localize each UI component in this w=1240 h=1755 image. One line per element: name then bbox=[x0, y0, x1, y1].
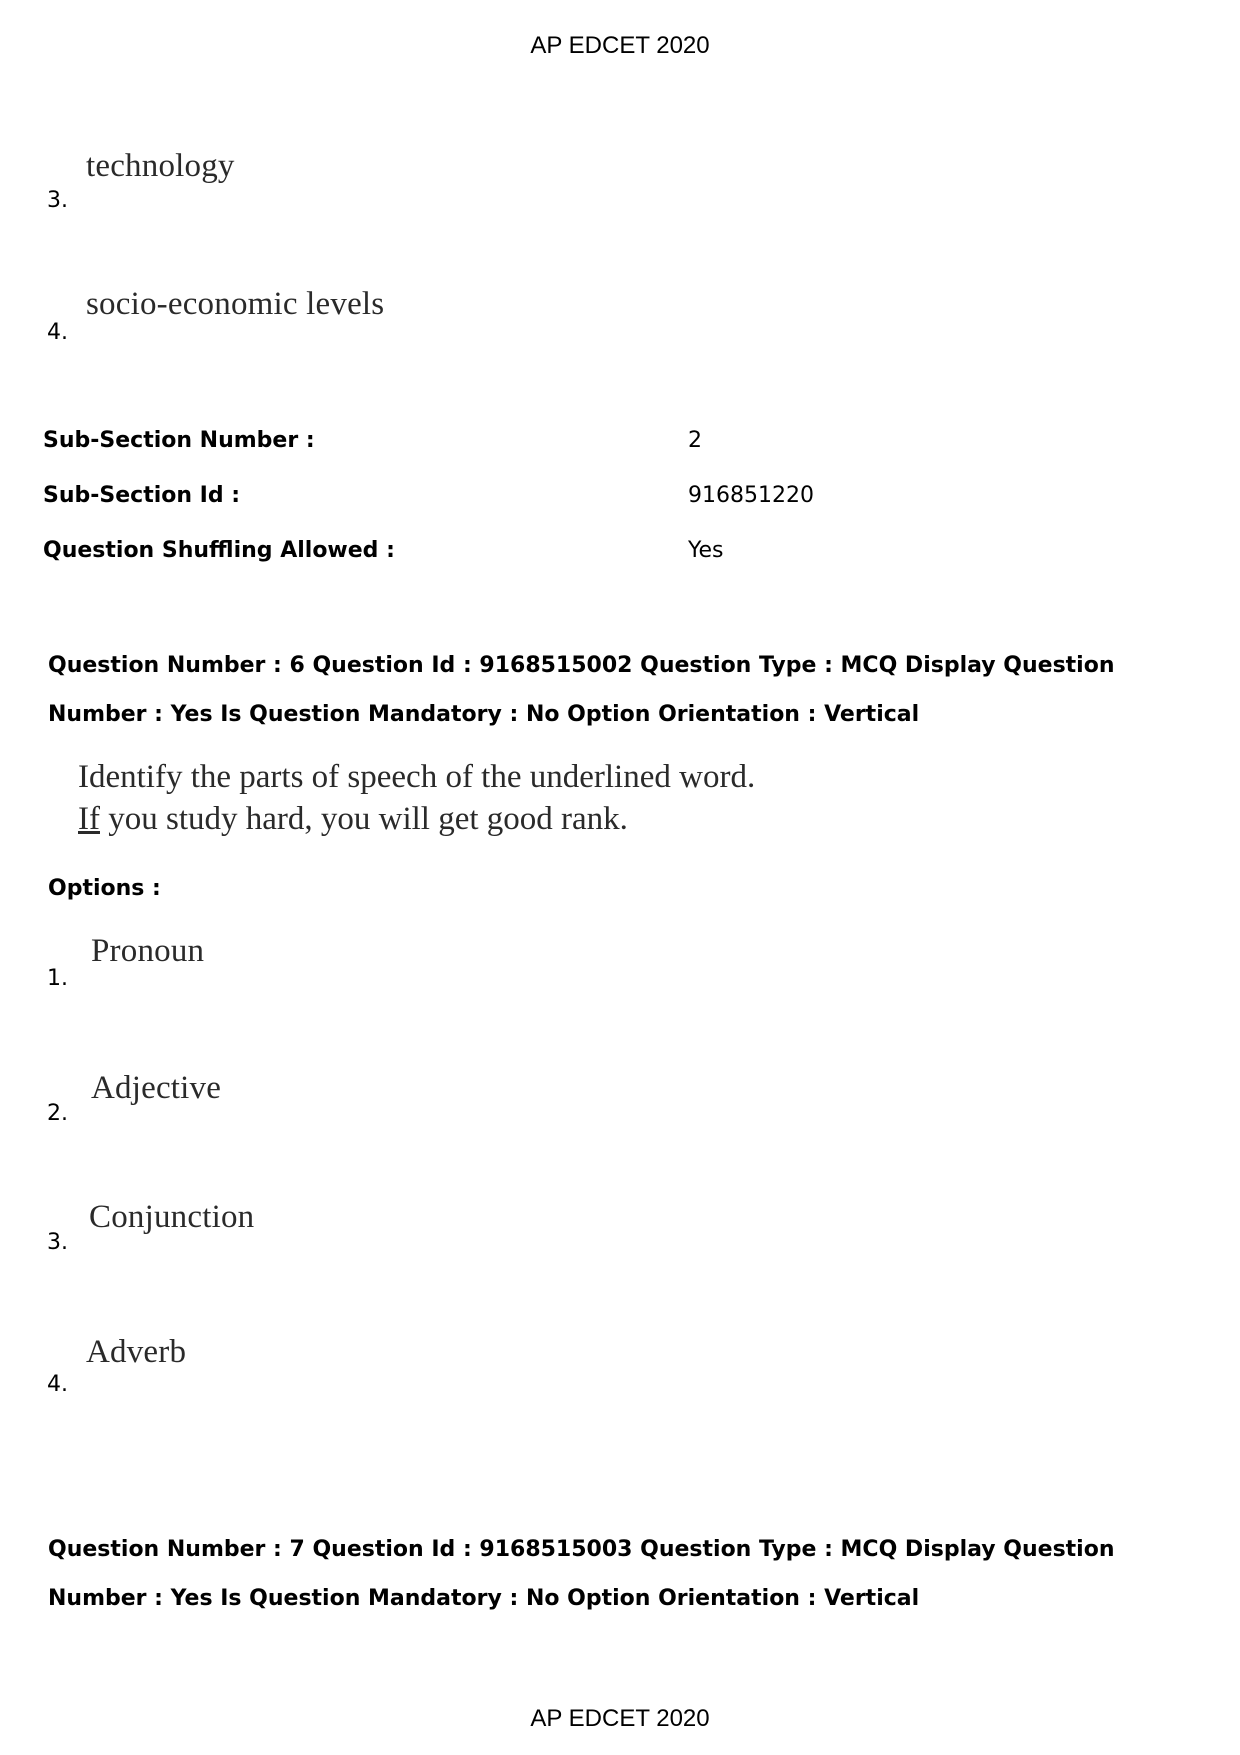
subsection-id-value: 916851220 bbox=[688, 483, 814, 508]
underlined-word: If bbox=[78, 801, 100, 837]
question-6-stem bbox=[78, 756, 755, 840]
question-7-meta-line-2: Number : Yes Is Question Mandatory : No Option Orientation : Vertical bbox=[48, 1586, 920, 1611]
subsection-id-label: Sub-Section Id : bbox=[43, 483, 241, 508]
option-text: technology bbox=[86, 148, 235, 184]
subsection-number-label: Sub-Section Number : bbox=[43, 428, 315, 453]
option-number: 1. bbox=[47, 966, 68, 991]
option-number: 4. bbox=[47, 1372, 68, 1397]
option-text: Conjunction bbox=[89, 1199, 255, 1235]
question-7-meta-line-1: Question Number : 7 Question Id : 9168515003 Question Type : MCQ Display Question bbox=[48, 1537, 1115, 1562]
question-6-stem-line-2 bbox=[78, 798, 755, 840]
option-text: Adjective bbox=[91, 1070, 222, 1106]
question-shuffling-label: Question Shuffling Allowed : bbox=[43, 538, 395, 563]
options-label: Options : bbox=[48, 876, 161, 901]
option-number: 3. bbox=[47, 1230, 68, 1255]
subsection-number-value: 2 bbox=[688, 428, 702, 453]
option-text: socio-economic levels bbox=[86, 286, 385, 322]
option-number: 4. bbox=[47, 320, 68, 345]
option-text: Pronoun bbox=[91, 933, 205, 969]
option-number: 2. bbox=[47, 1101, 68, 1126]
page-footer: AP EDCET 2020 bbox=[530, 1705, 710, 1732]
option-text: Adverb bbox=[86, 1334, 187, 1370]
question-shuffling-value: Yes bbox=[688, 538, 724, 563]
question-6-stem-line-1: Identify the parts of speech of the underlined word. bbox=[78, 759, 756, 795]
page-header: AP EDCET 2020 bbox=[530, 32, 710, 59]
option-number: 3. bbox=[47, 188, 68, 213]
question-6-stem-line-2-rest: you study hard, you will get good rank. bbox=[99, 801, 628, 837]
question-6-meta-line-2: Number : Yes Is Question Mandatory : No Option Orientation : Vertical bbox=[48, 702, 920, 727]
question-6-meta-line-1: Question Number : 6 Question Id : 9168515002 Question Type : MCQ Display Question bbox=[48, 653, 1115, 678]
